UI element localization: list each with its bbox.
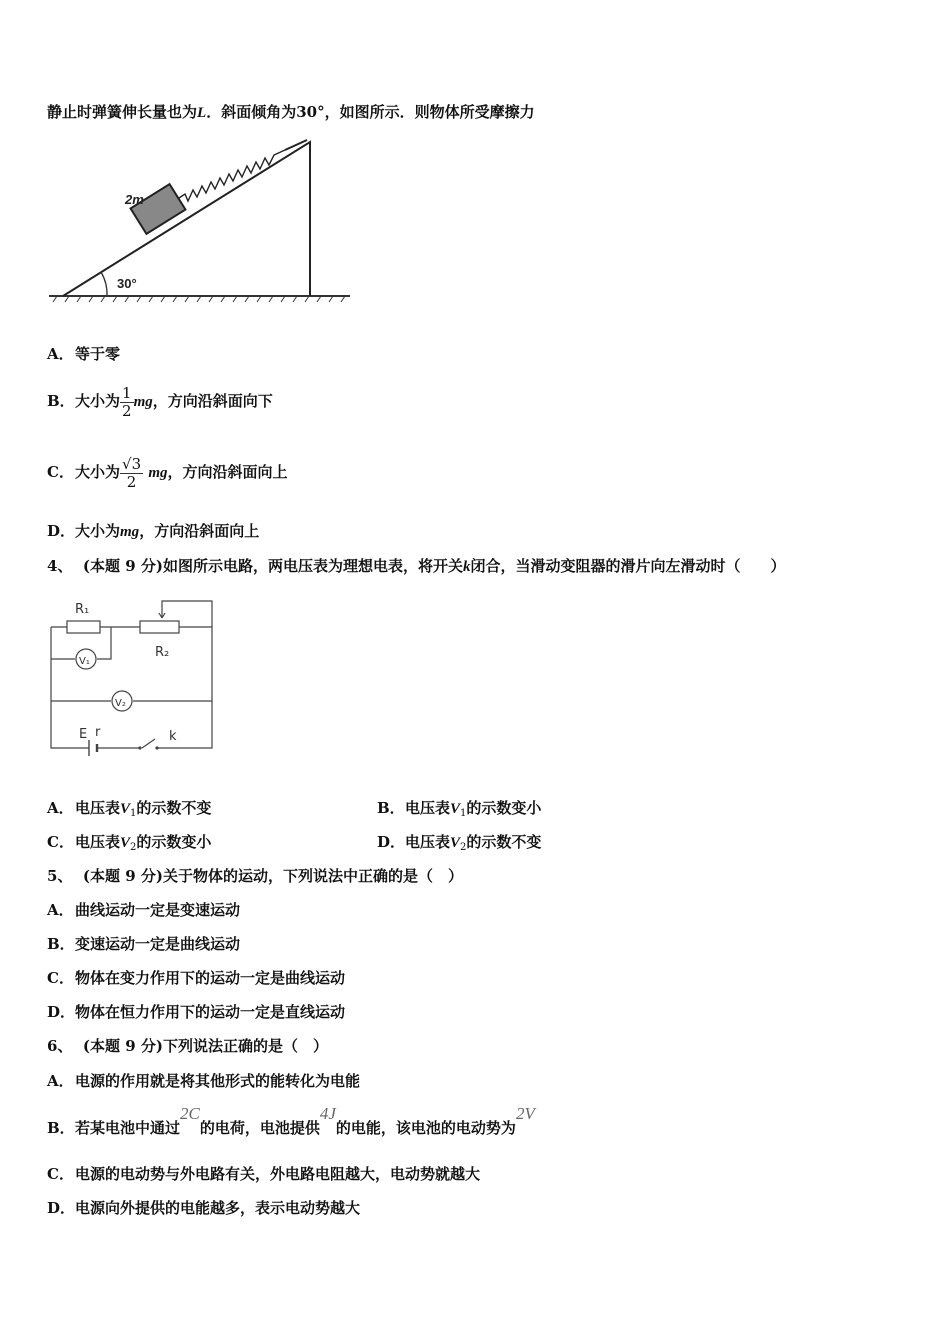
intro-angle: 30° xyxy=(296,103,325,121)
question-number: 6、 xyxy=(47,1037,73,1055)
var-mg: mg xyxy=(148,465,168,481)
option-pre: 电压表 xyxy=(75,833,121,851)
subscript: 2 xyxy=(460,842,467,853)
circuit-figure xyxy=(45,593,220,763)
subscript: 1 xyxy=(130,808,137,819)
var-v: V xyxy=(120,835,131,851)
option-post: ，方向沿斜面向下 xyxy=(152,392,273,410)
question-number: 4、 xyxy=(47,557,73,575)
battery-symbol xyxy=(89,740,97,756)
var-mg: mg xyxy=(133,394,153,410)
option-text-3: 的电能，该电池的电动势为 xyxy=(335,1119,516,1137)
option-label: D． xyxy=(47,522,76,540)
option-pre: 电压表 xyxy=(405,833,451,851)
angle-arc xyxy=(101,272,107,296)
angle-label: 30° xyxy=(117,276,137,291)
q4-stem xyxy=(47,556,786,577)
var-mg: mg xyxy=(120,524,140,540)
q3-option-c xyxy=(47,444,288,501)
q3-option-a xyxy=(47,344,120,364)
q6-option-a xyxy=(47,1071,360,1091)
intro-text-a: 静止时弹簧伸长量也为 xyxy=(47,103,198,121)
option-label: C． xyxy=(47,1165,74,1183)
option-text-1: 若某电池中通过 xyxy=(75,1119,181,1137)
option-label: D． xyxy=(377,833,406,851)
option-text: 曲线运动一定是变速运动 xyxy=(75,901,241,919)
switch-contact xyxy=(138,746,141,749)
value-2v: 2V xyxy=(515,1104,535,1123)
question-stem: 下列说法正确的是（ ） xyxy=(162,1037,328,1055)
option-pre: 电压表 xyxy=(405,799,451,817)
incline-wedge xyxy=(63,142,310,296)
fraction-sqrt3-half xyxy=(120,456,143,491)
fraction-numerator: √3 xyxy=(122,454,142,473)
q4-option-b xyxy=(377,798,541,824)
option-pre: 大小为 xyxy=(75,392,121,410)
v1-label: V₁ xyxy=(79,656,90,667)
q6-stem xyxy=(47,1036,328,1056)
e-label: E xyxy=(79,727,88,742)
intro-text-c: ，如图所示．则物体所受摩擦力 xyxy=(324,103,535,121)
q5-option-c xyxy=(47,968,345,988)
option-label: B． xyxy=(377,799,405,817)
mass-label: 2m xyxy=(125,192,144,207)
var-v: V xyxy=(450,801,461,817)
option-post: 的示数不变 xyxy=(466,833,542,851)
option-text: 电源向外提供的电能越多，表示电动势越大 xyxy=(75,1199,361,1217)
value-2c: 2C xyxy=(180,1104,200,1123)
option-label: A． xyxy=(47,799,74,817)
fraction-denominator: 2 xyxy=(126,472,137,491)
v2-label: V₂ xyxy=(115,698,126,709)
question-score: (本题 9 分) xyxy=(82,1037,163,1055)
option-text: 变速运动一定是曲线运动 xyxy=(75,935,241,953)
intro-text-b: ．斜面倾角为 xyxy=(206,103,297,121)
q3-option-d xyxy=(47,521,259,542)
option-pre: 电压表 xyxy=(75,799,121,817)
q5-stem xyxy=(47,866,463,886)
option-pre: 大小为 xyxy=(75,522,121,540)
option-post: 的示数不变 xyxy=(136,799,212,817)
q4-option-c xyxy=(47,832,211,858)
option-pre: 大小为 xyxy=(75,463,121,481)
option-text: 物体在恒力作用下的运动一定是直线运动 xyxy=(75,1003,346,1021)
question-score: (本题 9 分) xyxy=(82,867,163,885)
q6-option-d xyxy=(47,1198,360,1218)
question-number: 5、 xyxy=(47,867,73,885)
option-label: A． xyxy=(47,345,74,363)
var-k: k xyxy=(462,559,471,575)
value-4j: 4J xyxy=(319,1104,336,1123)
option-text: 物体在变力作用下的运动一定是曲线运动 xyxy=(75,969,346,987)
option-label: C． xyxy=(47,833,74,851)
var-v: V xyxy=(450,835,461,851)
option-label: D． xyxy=(47,1003,76,1021)
q5-option-a xyxy=(47,900,240,920)
r2-rheostat xyxy=(140,621,179,633)
q5-option-b xyxy=(47,934,240,954)
option-text-2: 的电荷，电池提供 xyxy=(199,1119,320,1137)
q3-option-b xyxy=(47,382,273,421)
q6-option-b xyxy=(47,1104,535,1138)
option-post: 的示数变小 xyxy=(466,799,542,817)
fraction-one-half xyxy=(120,385,134,420)
r1-label: R₁ xyxy=(75,602,90,617)
incline-figure xyxy=(45,132,355,307)
option-post: ，方向沿斜面向上 xyxy=(139,522,260,540)
spring xyxy=(179,150,285,201)
var-L: L xyxy=(197,105,207,121)
r2-label: R₂ xyxy=(155,645,170,660)
option-label: C． xyxy=(47,969,74,987)
option-label: B． xyxy=(47,1119,75,1137)
ground-hatching xyxy=(49,296,350,302)
q4-option-a xyxy=(47,798,211,824)
option-label: A． xyxy=(47,1072,74,1090)
subscript: 2 xyxy=(130,842,137,853)
q5-option-d xyxy=(47,1002,345,1022)
fraction-numerator: 1 xyxy=(122,383,132,402)
option-label: B． xyxy=(47,392,75,410)
option-post: ，方向沿斜面向上 xyxy=(167,463,288,481)
option-text: 电源的作用就是将其他形式的能转化为电能 xyxy=(75,1072,361,1090)
k-label: k xyxy=(169,729,177,744)
q4-option-d xyxy=(377,832,541,858)
subscript: 1 xyxy=(460,808,467,819)
intro-line xyxy=(47,102,535,123)
option-text: 电源的电动势与外电路有关，外电路电阻越大，电动势就越大 xyxy=(75,1165,481,1183)
switch-contact xyxy=(155,746,158,749)
fraction-denominator: 2 xyxy=(122,401,132,420)
r-label: r xyxy=(95,725,101,740)
option-text: 等于零 xyxy=(75,345,121,363)
option-post: 的示数变小 xyxy=(136,833,212,851)
option-label: B． xyxy=(47,935,75,953)
question-score: (本题 9 分) xyxy=(82,557,163,575)
question-stem: 关于物体的运动，下列说法中正确的是（ ） xyxy=(162,867,463,885)
var-v: V xyxy=(120,801,131,817)
r1-resistor xyxy=(67,621,100,633)
q6-option-c xyxy=(47,1164,480,1184)
option-label: D． xyxy=(47,1199,76,1217)
q4-text-a: 如图所示电路，两电压表为理想电表，将开关 xyxy=(162,557,463,575)
option-label: A． xyxy=(47,901,74,919)
option-label: C． xyxy=(47,463,74,481)
q4-text-b: 闭合，当滑动变阻器的滑片向左滑动时（ ） xyxy=(470,557,786,575)
